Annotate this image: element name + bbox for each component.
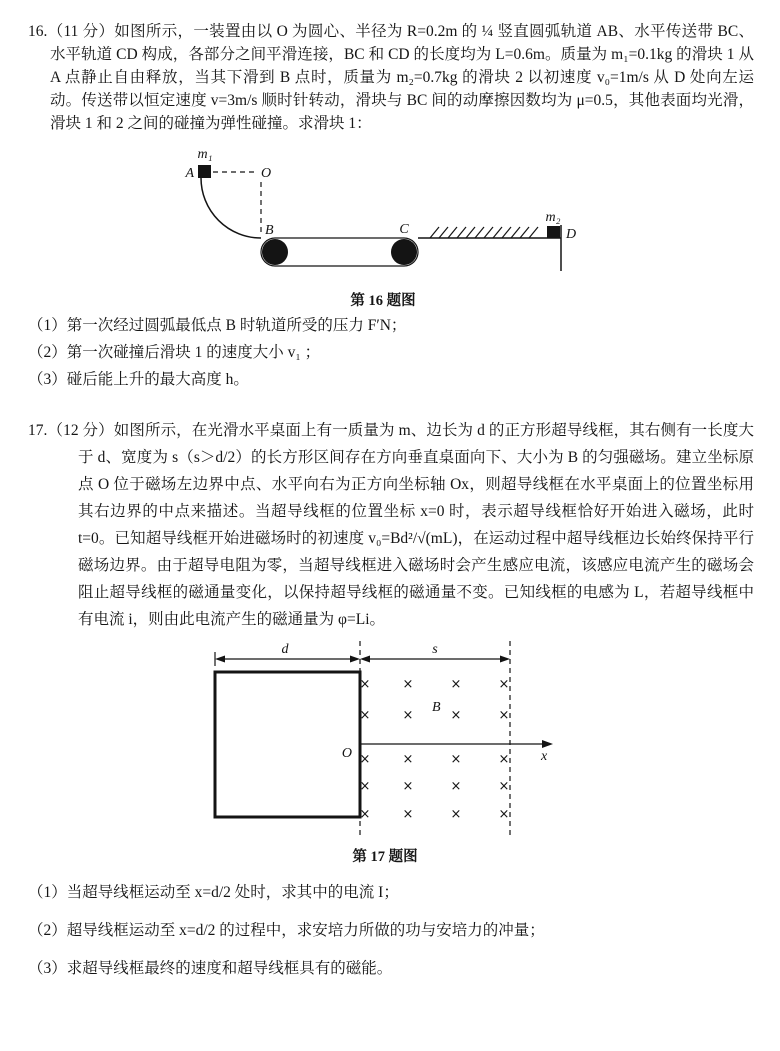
problem-17 <box>28 417 754 980</box>
problem-16 <box>28 20 754 391</box>
problem-16-question-3: （3）碰后能上升的最大高度 h。 <box>28 371 249 388</box>
field-cross-icon: × <box>359 752 371 767</box>
superconducting-frame <box>215 672 360 817</box>
label-A: A <box>185 166 194 181</box>
label-s: s <box>432 642 438 657</box>
block-m2 <box>547 226 560 238</box>
x-axis-arrowhead <box>542 740 553 748</box>
field-cross-icon: × <box>450 708 462 723</box>
problem-17-score: （12 分） <box>47 422 114 439</box>
field-cross-icon: × <box>450 779 462 794</box>
field-cross-icon: × <box>359 677 371 692</box>
label-O: O <box>341 746 352 761</box>
field-cross-icon: × <box>498 677 510 692</box>
label-x: x <box>541 749 548 764</box>
field-cross-icon: × <box>498 807 510 822</box>
field-cross-icon: × <box>498 752 510 767</box>
field-cross-icon: × <box>359 807 371 822</box>
field-cross-icon: × <box>402 708 414 723</box>
field-cross-icon: × <box>402 752 414 767</box>
problem-16-body: 如图所示，一装置由以 O 为圆心、半径为 R=0.2m 的 ¼ 竖直圆弧轨道 AB、水平传送带 BC、水平轨道 CD 构成，各部分之间平滑连接，BC 和 CD 的长度均为 L=0.6m。质量为 m₁=0.1kg 的滑块 1 从 A 点静止自由释放，当其下滑到 B 点时，质量为 m₂=0.7kg 的滑块 2 以初速度 v₀=1m/s 从 D 处向左运动。传送带以恒定速度 v=3m/s 顺时针转动，滑块与 BC 间的动摩擦因数均为 μ=0.5，其他表面均光滑，滑块 1 和 2 之间的碰撞为弹性碰撞。求滑块 1： <box>50 23 754 132</box>
figure-17-drawing <box>205 639 565 839</box>
dim-arrowhead-d-right <box>350 656 360 663</box>
dim-arrowhead-d-left <box>215 656 225 663</box>
problem-16-number: 16. <box>28 23 48 40</box>
arc-track-AB <box>201 178 261 238</box>
field-cross-icon: × <box>498 708 510 723</box>
field-cross-icon: × <box>498 779 510 794</box>
problem-17-question-3: （3）求超导线框最终的速度和超导线框具有的磁能。 <box>28 960 393 977</box>
figure-17 <box>205 639 565 866</box>
problem-17-question-1: （1）当超导线框运动至 x=d/2 处时，求其中的电流 I； <box>28 884 399 901</box>
figure-16 <box>148 143 618 310</box>
problem-17-body: 如图所示，在光滑水平桌面上有一质量为 m、边长为 d 的正方形超导线框，其右侧有一长度大于 d、宽度为 s（s＞d/2）的长方形区间存在方向垂直桌面向下、大小为 B 的匀强磁场。建立坐标原点 O 位于磁场左边界中点、水平向右为正方向坐标轴 Ox，则超导线框在水平桌面上的位置坐标用其右边界的中点来描述。当超导线框的位置坐标 x=0 时，表示超导线框恰好开始进入磁场，此时 t=0。已知超导线框开始进磁场时的初速度 v₀=Bd²/√(mL)，在运动过程中超导线框边长始终保持平行磁场边界。由于超导电阻为零，当超导线框进入磁场时会产生感应电流，该感应电流产生的磁场会阻止超导线框的磁通量变化，以保持超导线框的磁通量不变。已知线框的电感为 L，若超导线框中有电流 i，则由此电流产生的磁通量为 φ=Li。 <box>78 422 754 628</box>
problem-16-question-1: （1）第一次经过圆弧最低点 B 时轨道所受的压力 F′N； <box>28 317 407 334</box>
label-D: D <box>566 227 577 242</box>
figure-16-drawing <box>148 143 618 283</box>
problem-16-stem <box>28 20 754 135</box>
label-d: d <box>281 642 289 657</box>
label-B: B <box>265 223 274 238</box>
problem-17-question-2: （2）超导线框运动至 x=d/2 的过程中，求安培力所做的功与安培力的冲量； <box>28 922 545 939</box>
dim-arrowhead-s-right <box>500 656 510 663</box>
problem-16-score: （11 分） <box>47 23 115 40</box>
problem-17-number: 17. <box>28 422 48 439</box>
field-cross-icon: × <box>402 677 414 692</box>
label-C: C <box>399 222 409 237</box>
problem-17-stem <box>28 417 754 633</box>
problem-16-question-2: （2）第一次碰撞后滑块 1 的速度大小 v₁ ； <box>28 344 321 361</box>
field-markers <box>360 677 510 822</box>
field-cross-icon: × <box>359 779 371 794</box>
pulley-right <box>391 239 417 265</box>
field-cross-icon: × <box>359 708 371 723</box>
block-m1 <box>198 165 211 178</box>
ground-hatching <box>430 227 538 238</box>
field-cross-icon: × <box>402 807 414 822</box>
field-cross-icon: × <box>450 752 462 767</box>
field-cross-icon: × <box>402 779 414 794</box>
field-cross-icon: × <box>450 807 462 822</box>
label-O: O <box>261 166 272 181</box>
label-m2: m₂ <box>545 210 561 225</box>
pulley-left <box>262 239 288 265</box>
figure-16-caption: 第 16 题图 <box>350 293 416 309</box>
label-m1: m₁ <box>197 147 213 162</box>
dim-arrowhead-s-left <box>360 656 370 663</box>
field-cross-icon: × <box>450 677 462 692</box>
label-B: B <box>432 700 441 715</box>
figure-17-caption: 第 17 题图 <box>352 849 418 865</box>
